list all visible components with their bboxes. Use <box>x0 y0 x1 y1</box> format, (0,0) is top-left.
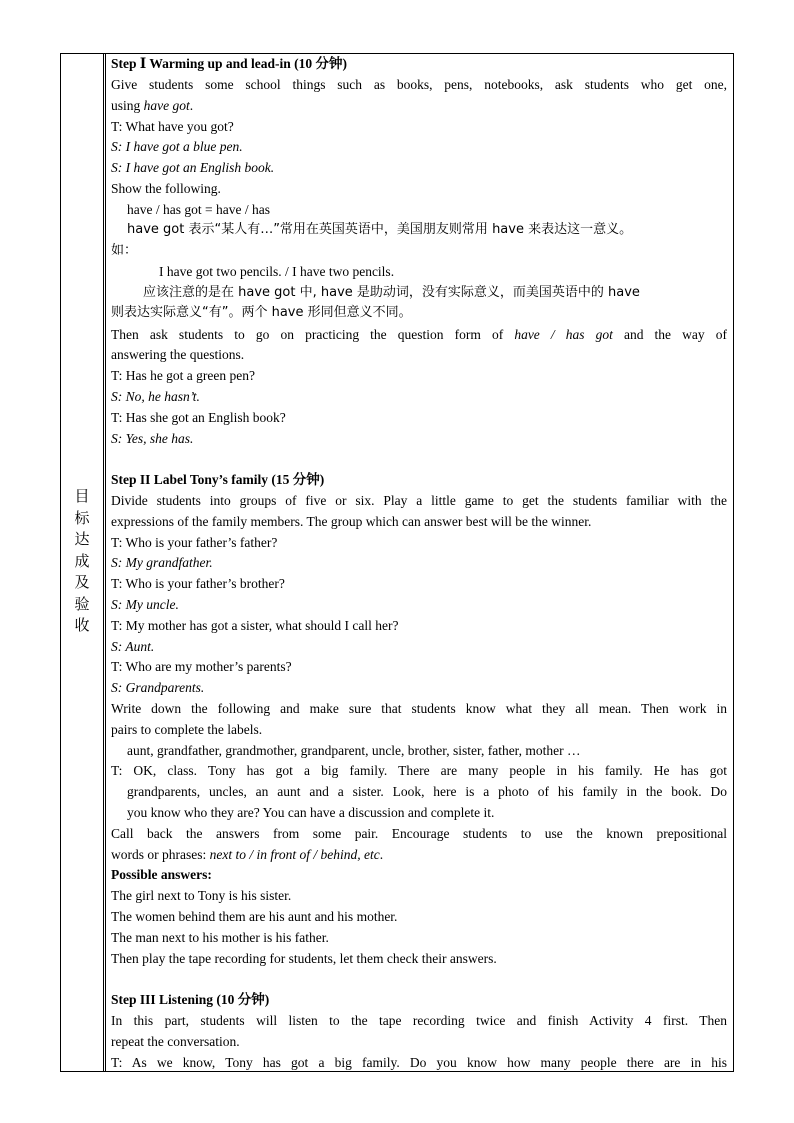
paragraph-line: Then play the tape recording for students, let them check their answers. <box>111 951 497 966</box>
paragraph-line: Show the following. <box>111 181 221 196</box>
dialogue-student: S: I have got a blue pen. <box>111 139 243 154</box>
step-1-heading: Step Ⅰ Warming up and lead-in (10 分钟) <box>111 56 347 71</box>
dialogue-teacher: T: Who is your father’s brother? <box>111 576 285 591</box>
word-list: aunt, grandfather, grandmother, grandparent, uncle, brother, sister, father, mother … <box>127 743 581 758</box>
paragraph-line: Then ask students to go on practicing the question form of have / has got and the way of <box>111 327 727 342</box>
paragraph-line: repeat the conversation. <box>111 1034 240 1049</box>
dialogue-teacher: T: What have you got? <box>111 119 234 134</box>
paragraph-line: expressions of the family members. The group which can answer best will be the winner. <box>111 514 592 529</box>
grammar-note: have / has got = have / has <box>127 202 270 217</box>
dialogue-teacher: T: Who are my mother’s parents? <box>111 659 292 674</box>
dialogue-student: S: Grandparents. <box>111 680 205 695</box>
column-divider-inner <box>105 54 106 1071</box>
dialogue-student: S: No, he hasn’t. <box>111 389 200 404</box>
dialogue-student: S: Aunt. <box>111 639 155 654</box>
chinese-note: have got 表示“某人有…”常用在英国英语中，美国朋友则常用 have 来表达这一意义。 <box>127 222 633 237</box>
answer-line: The man next to his mother is his father. <box>111 930 329 945</box>
dialogue-teacher: T: As we know, Tony has got a big family. Do you know how many people there are in his <box>111 1055 727 1070</box>
dialogue-teacher-cont: grandparents, uncles, an aunt and a sister. Look, here is a photo of his family in the book. Do <box>127 784 727 799</box>
paragraph-line: Call back the answers from some pair. Encourage students to use the known prepositional <box>111 826 727 841</box>
dialogue-teacher: T: Has she got an English book? <box>111 410 286 425</box>
answer-line: The girl next to Tony is his sister. <box>111 888 292 903</box>
paragraph-line: Write down the following and make sure that students know what they all mean. Then work in <box>111 701 727 716</box>
step-2-heading: Step II Label Tony’s family (15 分钟) <box>111 472 325 487</box>
dialogue-student: S: Yes, she has. <box>111 431 194 446</box>
dialogue-teacher: T: Who is your father’s father? <box>111 535 278 550</box>
paragraph-line: using have got. <box>111 98 194 113</box>
chinese-note: 如： <box>111 243 138 258</box>
chinese-note: 则表达实际意义“有”。两个 have 形同但意义不同。 <box>111 305 412 320</box>
lesson-table <box>60 53 734 1072</box>
dialogue-teacher: T: Has he got a green pen? <box>111 368 256 383</box>
answer-line: The women behind them are his aunt and his mother. <box>111 909 398 924</box>
paragraph-line: pairs to complete the labels. <box>111 722 263 737</box>
dialogue-teacher-cont: you know who they are? You can have a discussion and complete it. <box>127 805 495 820</box>
side-label-goal-verification: 目 标 达 成 及 验 收 <box>74 487 90 634</box>
paragraph-line: Give students some school things such as books, pens, notebooks, ask students who get one, <box>111 77 727 92</box>
dialogue-student: S: My uncle. <box>111 597 179 612</box>
dialogue-student: S: I have got an English book. <box>111 160 275 175</box>
paragraph-line: In this part, students will listen to the tape recording twice and finish Activity 4 first. Then <box>111 1013 727 1028</box>
dialogue-teacher: T: My mother has got a sister, what should I call her? <box>111 618 399 633</box>
chinese-note: 应该注意的是在 have got 中, have 是助动词，没有实际意义，而美国英语中的 have <box>143 285 640 300</box>
dialogue-teacher: T: OK, class. Tony has got a big family. There are many people in his family. He has got <box>111 763 727 778</box>
step-3-heading: Step III Listening (10 分钟) <box>111 992 270 1007</box>
possible-answers-heading: Possible answers: <box>111 867 212 882</box>
dialogue-student: S: My grandfather. <box>111 555 213 570</box>
paragraph-line: words or phrases: next to / in front of / behind, etc. <box>111 847 384 862</box>
column-divider <box>103 54 104 1071</box>
paragraph-line: Divide students into groups of five or six. Play a little game to get the students familiar with the <box>111 493 727 508</box>
example-sentence: I have got two pencils. / I have two pencils. <box>159 264 395 279</box>
paragraph-line: answering the questions. <box>111 347 245 362</box>
